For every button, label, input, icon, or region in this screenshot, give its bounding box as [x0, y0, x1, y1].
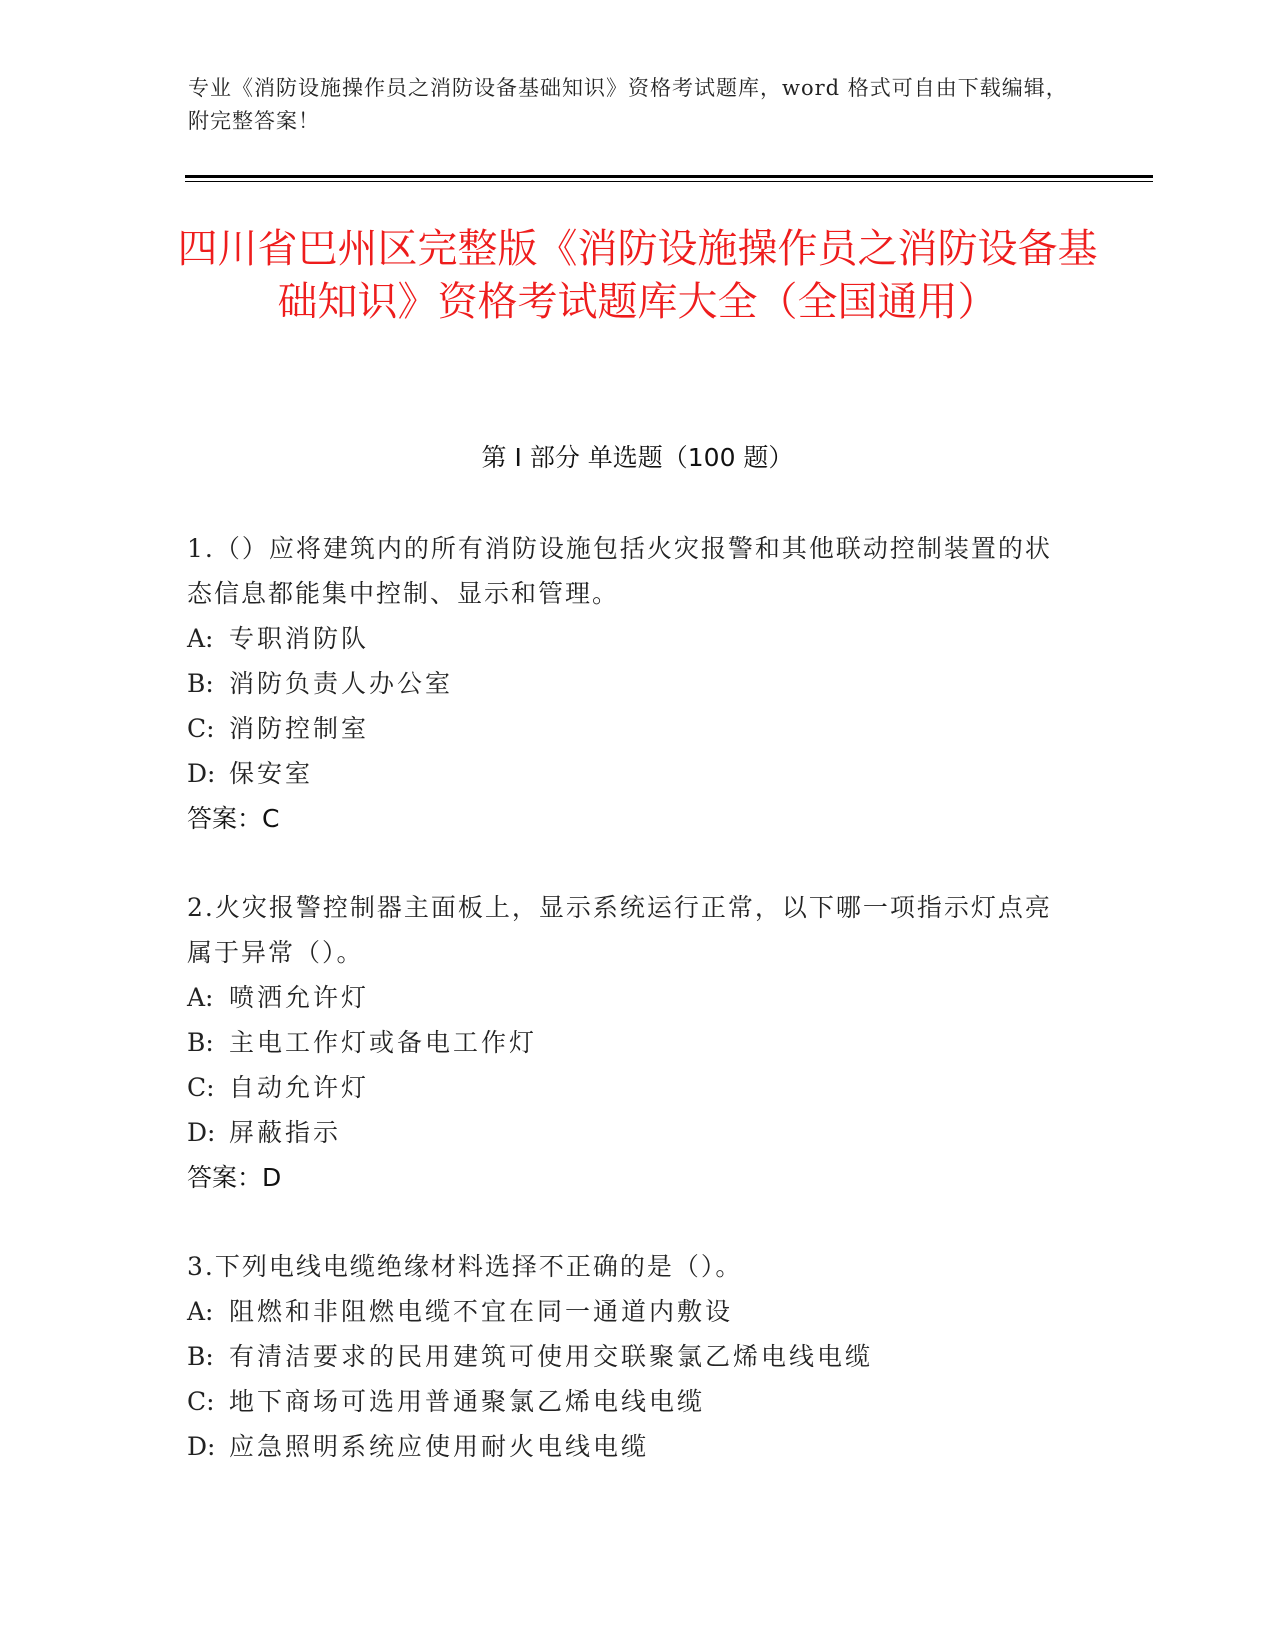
header-rule-thick [185, 175, 1153, 178]
option-text: 应急照明系统应使用耐火电线电缆 [229, 1432, 650, 1461]
option-c [187, 1065, 1067, 1110]
question-1 [187, 526, 1067, 841]
option-text: 阻燃和非阻燃电缆不宜在同一通道内敷设 [229, 1297, 734, 1326]
option-letter: A: [187, 624, 214, 653]
option-a [187, 975, 1067, 1020]
option-letter: B: [187, 669, 214, 698]
option-text: 有清洁要求的民用建筑可使用交联聚氯乙烯电线电缆 [229, 1342, 874, 1371]
option-b [187, 1020, 1067, 1065]
option-letter: A: [187, 1297, 214, 1326]
option-c [187, 706, 1067, 751]
option-letter: D: [187, 1118, 216, 1147]
option-a [187, 616, 1067, 661]
option-letter: C: [187, 1387, 215, 1416]
option-letter: C: [187, 1073, 215, 1102]
option-b [187, 1334, 1067, 1379]
header-note: 专业《消防设施操作员之消防设备基础知识》资格考试题库，word 格式可自由下载编辑，附完整答案！ [188, 76, 1068, 133]
header-rule-thin [185, 181, 1153, 182]
answer: 答案：D [187, 1163, 282, 1192]
option-text: 消防控制室 [229, 714, 370, 743]
option-b [187, 661, 1067, 706]
option-letter: C: [187, 714, 215, 743]
option-text: 屏蔽指示 [229, 1118, 342, 1147]
option-text: 专职消防队 [229, 624, 370, 653]
option-letter: D: [187, 1432, 216, 1461]
option-text: 喷洒允许灯 [229, 983, 370, 1012]
option-text: 地下商场可选用普通聚氯乙烯电线电缆 [229, 1387, 706, 1416]
question-3 [187, 1244, 1067, 1469]
question-2 [187, 885, 1067, 1200]
document-title: 四川省巴州区完整版《消防设施操作员之消防设备基础知识》资格考试题库大全（全国通用） [177, 226, 1098, 325]
option-text: 保安室 [229, 759, 314, 788]
option-d [187, 1424, 1067, 1469]
answer: 答案：C [187, 804, 280, 833]
option-letter: B: [187, 1028, 214, 1057]
question-list [187, 526, 1067, 1513]
option-text: 消防负责人办公室 [229, 669, 454, 698]
option-a [187, 1289, 1067, 1334]
option-letter: B: [187, 1342, 214, 1371]
option-text: 自动允许灯 [229, 1073, 370, 1102]
section-heading: 第 I 部分 单选题（100 题） [481, 443, 794, 472]
option-d [187, 1110, 1067, 1155]
option-letter: D: [187, 759, 216, 788]
option-d [187, 751, 1067, 796]
option-c [187, 1379, 1067, 1424]
question-stem: 3.下列电线电缆绝缘材料选择不正确的是（）。 [187, 1252, 743, 1281]
option-text: 主电工作灯或备电工作灯 [229, 1028, 538, 1057]
question-stem: 1.（）应将建筑内的所有消防设施包括火灾报警和其他联动控制装置的状态信息都能集中控制、显示和管理。 [187, 534, 1052, 608]
question-stem: 2.火灾报警控制器主面板上，显示系统运行正常，以下哪一项指示灯点亮属于异常（）。 [187, 893, 1052, 967]
option-letter: A: [187, 983, 214, 1012]
